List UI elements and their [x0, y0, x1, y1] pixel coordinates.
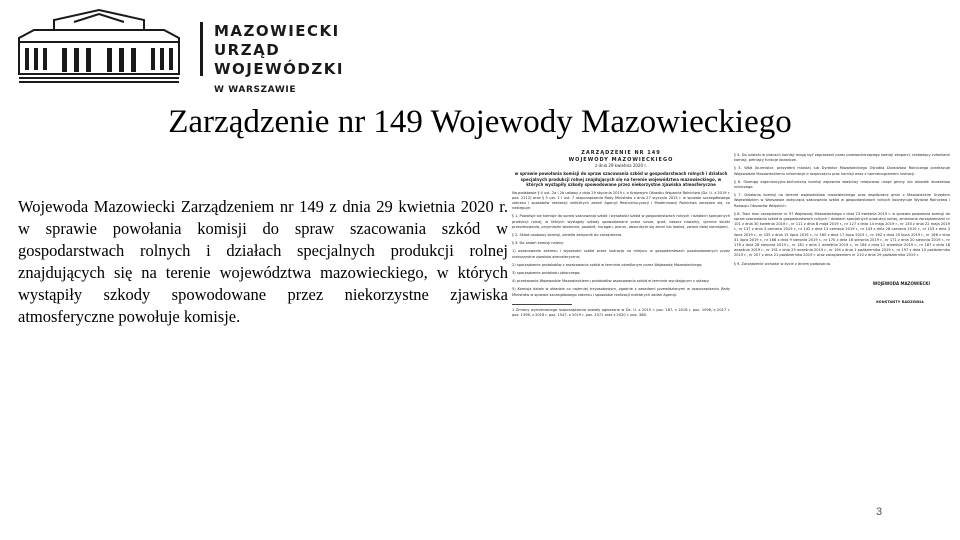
doc-paragraph: 5) Komisja działa w składzie co najmniej trzyosobowym, zgodnie z zasadami przewidzianymi w rozporządzeniu Rady Ministrów w sprawie szczegółowego zakresu i sposobów realizacji niektórych zadań Agencji. [512, 287, 730, 297]
doc-paragraph: § 3. Do zadań komisji należy: [512, 241, 564, 246]
document-page-2 [734, 150, 950, 480]
doc-footnote: 1 Zmiany wymienionego rozporządzenia zostały ogłoszone w Dz. U. z 2015 r. poz. 187, z 2016 r. poz. 1098, z 2017 r. poz. 1396, z 2018 r. poz. 1547, z 2019 r. poz. 2071 oraz z 2020 r. poz. 388. [512, 307, 730, 318]
doc-paragraph: § 5. Wójt (burmistrz, prezydent miasta) lub Dyrektor Mazowieckiego Ośrodka Doradztwa Rolniczego przekazuje Wojewodzie Mazowieckiemu informacje o rozpoczęciu prac komisji wraz z harmonogramem lustracji. [734, 166, 950, 176]
document-page-1 [512, 150, 730, 480]
doc-paragraph: § 6. Obsługę organizacyjno-techniczną komisji zapewnia właściwy miejscowo urząd gminy lub ośrodek doradztwa rolniczego. [734, 179, 950, 190]
doc-paragraph: Na podstawie § 4 ust. 2a i 2b ustawy z dnia 29 stycznia 2019 r. o Krajowym Ośrodku Wsparcia Rolnictwa (Dz. U. z 2019 r. poz. 2112) oraz § 5 ust. 1 i ust. 7 rozporządzenia Rady Ministrów z dnia 27 stycznia 2015 r. w sprawie szczegółowego zakresu i sposobów realizacji niektórych zadań Agencji Restrukturyzacji i Modernizacji Rolnictwa zarządza się, co następuje: [512, 190, 730, 211]
signature-name: KONSTANTY RADZIWIŁŁ [876, 299, 924, 304]
slide-title: Zarządzenie nr 149 Wojewody Mazowieckiego [168, 104, 792, 140]
logo-line-2: URZĄD WOJEWÓDZKI [214, 41, 344, 78]
doc-paragraph: 1) oszacowanie zakresu i wysokości szkód przez lustrację na miejscu w gospodarstwach poszkodowanych przez niekorzystne zjawiska atmosferyczne; [512, 249, 730, 259]
footnote-rule [512, 304, 572, 305]
page-number: 3 [876, 506, 883, 518]
doc-header-2: WOJEWODY MAZOWIECKIEGO [568, 156, 674, 163]
doc-paragraph: § 1. Powołuje się komisje do spraw szacowania szkód i wysokości szkód w gospodarstwach rolnych i działach specjalnych produkcji rolnej, w których wystąpiły szkody spowodowane przez susze, grad, deszcz nawalny, ujemne skutki przezimowania, przymrozki wiosenne, powódź, huragan, piorun, obsunięcie się ziemi lub lawinę, zwane dalej komisjami. [512, 214, 730, 229]
doc-header-1: ZARZĄDZENIE NR 149 [581, 150, 661, 156]
doc-paragraph: § 8. Traci moc zarządzenie nr 97 Wojewody Mazowieckiego z dnia 23 kwietnia 2019 r. w sprawie powołania komisji do spraw szacowania szkód w gospodarstwach rolnych i działach specjalnych produkcji rolnej, zmienione zarządzeniami nr 101 z dnia 30 kwietnia 2019 r., nr 111 z dnia 8 maja 2019 r., nr 127 z dnia 14 maja 2019 r., nr 130 z dnia 22 maja 2019 r., nr 137 z dnia 3 czerwca 2019 r., nr 142 z dnia 13 czerwca 2019 r., nr 143 z dnia 28 czerwca 2019 r., nr 153 z dnia 3 lipca 2019 r., nr 155 z dnia 15 lipca 2019 r., nr 160 z dnia 17 lipca 2019 r., nr 162 z dnia 25 lipca 2019 r., nr 166 z dnia 31 lipca 2019 r., nr 168 z dnia 9 sierpnia 2019 r., nr 170 z dnia 16 sierpnia 2019 r., nr 171 z dnia 20 sierpnia 2019 r., nr 176 z dnia 28 sierpnia 2019 r., nr 181 z dnia 2 września 2019 r., nr 184 z dnia 11 września 2019 r., nr 187 z dnia 18 września 2019 r., nr 191 z dnia 25 września 2019 r., nr 194 z dnia 1 października 2019 r., nr 197 z dnia 10 października 2019 r., nr 207 z dnia 21 października 2019 r. oraz zarządzeniem nr 210 z dnia 29 października 2019 r. [734, 211, 950, 258]
doc-date: z dnia 29 kwietnia 2020 r. [595, 163, 647, 168]
office-logo [14, 8, 374, 95]
logo-line-1: MAZOWIECKI [214, 22, 340, 40]
doc-subject: w sprawie powołania komisji do spraw szacowania szkód w gospodarstwach rolnych i działach specjalnych produkcji rolnej znajdujących się na terenie województwa mazowieckiego, w których wystąpiły szkody spowodowane przez niekorzystne zjawiska atmosferyczne [514, 171, 728, 188]
signature-title: WOJEWODA MAZOWIECKI [872, 280, 930, 286]
logo-line-3: W WARSZAWIE [214, 85, 297, 95]
doc-paragraph: § 2. Skład osobowy komisji, określa załącznik do zarządzenia. [512, 233, 623, 238]
building-emblem-icon [14, 8, 184, 84]
slide-body-text: Wojewoda Mazowiecki Zarządzeniem nr 149 z dnia 29 kwietnia 2020 r. w sprawie powołania komisji do spraw szacowania szkód w gospodarstwach rolnych i działach specjalnych produkcji rolnej znajdujących się na terenie województwa mazowieckiego, w których wystąpiły szkody spowodowane przez niekorzystne zjawiska atmosferyczne powołuje komisje. [18, 197, 508, 326]
doc-paragraph: 3) sporządzenie protokołu zbiorczego; [512, 271, 581, 276]
doc-paragraph: § 7. Działania komisji na terenie województwa mazowieckiego oraz współpracę gmin z Mazowieckim Urzędem Wojewódzkim w Warszawie dotyczącą szacowania szkód w gospodarstwach rolnych koordynuje Wydział Rolnictwa i Rozwoju Obszarów Wiejskich. [734, 193, 950, 208]
doc-paragraph: 4) przekazanie Wojewodzie Mazowieckiemu protokołów oszacowania szkód w terminie wynikającym z ustawy. [512, 279, 710, 284]
doc-paragraph: 2) sporządzenie protokołów z oszacowania szkód w terminie określonym przez Wojewodę Mazowieckiego; [512, 262, 703, 267]
doc-paragraph: § 4. Do udziału w pracach komisji mogą być zapraszani przez przewodniczącego komisji eksperci, niebędący członkami komisji, pełniący funkcje doradcze. [734, 153, 950, 163]
logo-text [214, 22, 374, 97]
doc-paragraph: § 9. Zarządzenie wchodzi w życie z dniem podpisania. [734, 261, 832, 266]
logo-divider [200, 22, 203, 76]
